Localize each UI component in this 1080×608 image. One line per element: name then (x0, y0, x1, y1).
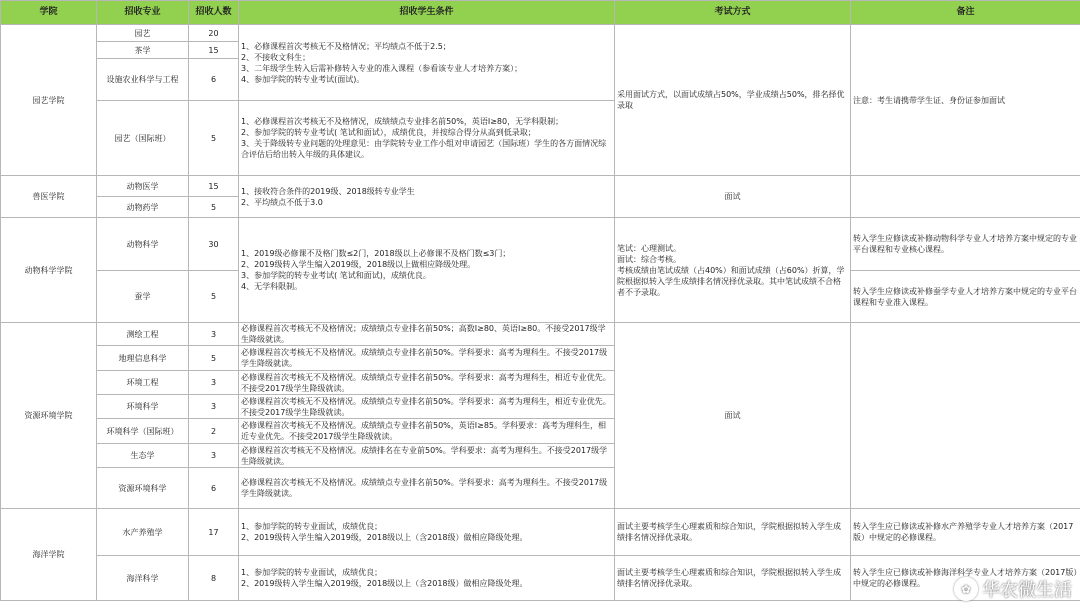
major-cell: 动物医学 (97, 176, 189, 197)
count-cell: 5 (189, 346, 239, 371)
exam-cell: 笔试：心理测试。 面试：综合考核。 考核成绩由笔试成绩（占40%）和面试成绩（占60%）折算，学院根据拟转入学生成绩排名情况择优录取。其中笔试成绩不合格者不予录取。 (615, 218, 851, 323)
college-cell: 动物科学学院 (1, 218, 97, 323)
conditions-cell: 1、参加学院的转专业面试，成绩优良； 2、2019级转入学生编入2019级，2018级以上（含2018级）做相应降级处理。 (239, 509, 615, 556)
notes-cell: 转入学生应修读或补修蚕学专业人才培养方案中规定的专业平台课程和专业准入课程。 (851, 271, 1080, 323)
count-cell: 3 (189, 323, 239, 346)
conditions-cell: 1、必修课程首次考核无不及格情况；平均绩点不低于2.5； 2、不接收文科生； 3、二年级学生转入后需补修转入专业的准入课程（参看该专业人才培养方案）； 4、参加学院的转专业考试(面试)。 (239, 25, 615, 101)
conditions-cell: 必修课程首次考核无不及格情况。成绩排名在专业前50%。学科要求：高考为理科生。不接受2017级学生降级就读。 (239, 444, 615, 468)
header-notes: 备注 (851, 1, 1080, 25)
major-cell: 水产养殖学 (97, 509, 189, 556)
major-cell: 环境工程 (97, 371, 189, 395)
notes-cell: 转入学生应修读或补修动物科学专业人才培养方案中规定的专业平台课程和专业核心课程。 (851, 218, 1080, 271)
count-cell: 2 (189, 419, 239, 444)
notes-cell: 转入学生应已修读或补修海洋科学专业人才培养方案（2017版）中规定的必修课程。 (851, 556, 1080, 601)
count-cell: 15 (189, 176, 239, 197)
header-count: 招收人数 (189, 1, 239, 25)
count-cell: 3 (189, 395, 239, 419)
conditions-cell: 必修课程首次考核无不及格情况。成绩绩点专业排名前50%，英语Ⅰ≥85。学科要求：高考为理科生，相近专业优先。不接受2017级学生降级就读。 (239, 419, 615, 444)
conditions-cell: 1、接收符合条件的2019级、2018级转专业学生 2、平均绩点不低于3.0 (239, 176, 615, 218)
table-row (1, 556, 1080, 601)
exam-cell: 面试主要考核学生心理素质和综合知识，学院根据拟转入学生成绩排名情况择优录取。 (615, 509, 851, 556)
count-cell: 6 (189, 468, 239, 509)
table-row (1, 25, 1080, 42)
header-college: 学院 (1, 1, 97, 25)
major-cell: 地理信息科学 (97, 346, 189, 371)
count-cell: 30 (189, 218, 239, 271)
conditions-cell: 必修课程首次考核无不及格情况。成绩绩点专业排名前50%。学科要求：高考为理科生。不接受2017级学生降级就读。 (239, 468, 615, 509)
conditions-cell: 必修课程首次考核无不及格情况；成绩绩点专业排名前50%；高数Ⅰ≥80、英语Ⅰ≥80。不接受2017级学生降级就读。 (239, 323, 615, 346)
major-cell: 动物科学 (97, 218, 189, 271)
notes-cell: 转入学生应已修读或补修水产养殖学专业人才培养方案（2017版）中规定的必修课程。 (851, 509, 1080, 556)
college-cell: 资源环境学院 (1, 323, 97, 509)
count-cell: 6 (189, 59, 239, 101)
table-row (1, 218, 1080, 271)
major-cell: 环境科学 (97, 395, 189, 419)
conditions-cell: 1、2019级必修课不及格门数≤2门，2018级以上必修课不及格门数≤3门； 2、2019级转入学生编入2019级，2018级以上做相应降级处理。 3、参加学院的转专业考试( 笔试和面试)，成绩优良。 4、无学科限制。 (239, 218, 615, 323)
header-conditions: 招收学生条件 (239, 1, 615, 25)
header-major: 招收专业 (97, 1, 189, 25)
exam-cell: 面试 (615, 176, 851, 218)
conditions-cell: 必修课程首次考核无不及格情况。成绩绩点专业排名前50%。学科要求：高考为理科生，相近专业优先。不接受2017级学生降级就读。 (239, 371, 615, 395)
exam-cell: 采用面试方式，以面试成绩占50%，学业成绩占50%，排名择优录取 (615, 25, 851, 176)
major-cell: 园艺 (97, 25, 189, 42)
conditions-cell: 1、参加学院的转专业面试，成绩优良； 2、2019级转入学生编入2019级，2018级以上（含2018级）做相应降级处理。 (239, 556, 615, 601)
major-cell: 海洋科学 (97, 556, 189, 601)
count-cell: 8 (189, 556, 239, 601)
college-cell: 海洋学院 (1, 509, 97, 601)
college-cell: 兽医学院 (1, 176, 97, 218)
count-cell: 15 (189, 42, 239, 59)
major-cell: 设施农业科学与工程 (97, 59, 189, 101)
count-cell: 5 (189, 101, 239, 176)
major-cell: 园艺（国际班） (97, 101, 189, 176)
header-row (1, 1, 1080, 25)
count-cell: 20 (189, 25, 239, 42)
college-cell: 园艺学院 (1, 25, 97, 176)
wechat-icon: ✿ (954, 577, 978, 601)
exam-cell: 面试主要考核学生心理素质和综合知识，学院根据拟转入学生成绩排名情况择优录取。 (615, 556, 851, 601)
count-cell: 17 (189, 509, 239, 556)
count-cell: 5 (189, 197, 239, 218)
conditions-cell: 必修课程首次考核无不及格情况。成绩绩点专业排名前50%。学科要求：高考为理科生，相近专业优先。不接受2017级学生降级就读。 (239, 395, 615, 419)
major-cell: 动物药学 (97, 197, 189, 218)
major-cell: 蚕学 (97, 271, 189, 323)
conditions-cell: 1、必修课程首次考核无不及格情况，成绩绩点专业排名前50%，英语I≥80，无学科限制； 2、参加学院的转专业考试( 笔试和面试），成绩优良，并按综合得分从高到低录取； 3、关于降级转专业问题的处理意见：由学院转专业工作小组对申请园艺（国际班）学生的各方面情况综合评估后给出转入年级的具体建议。 (239, 101, 615, 176)
exam-cell: 面试 (615, 323, 851, 509)
table-row (1, 509, 1080, 556)
major-cell: 环境科学（国际班） (97, 419, 189, 444)
header-exam: 考试方式 (615, 1, 851, 25)
table-row (1, 176, 1080, 197)
notes-cell (851, 323, 1080, 509)
table-row (1, 323, 1080, 346)
major-cell: 生态学 (97, 444, 189, 468)
count-cell: 3 (189, 371, 239, 395)
major-cell: 测绘工程 (97, 323, 189, 346)
count-cell: 3 (189, 444, 239, 468)
notes-cell (851, 176, 1080, 218)
major-cell: 茶学 (97, 42, 189, 59)
notes-cell: 注意：考生请携带学生证、身份证参加面试 (851, 25, 1080, 176)
count-cell: 5 (189, 271, 239, 323)
conditions-cell: 必修课程首次考核无不及格情况。成绩绩点专业排名前50%。学科要求：高考为理科生。不接受2017级学生降级就读。 (239, 346, 615, 371)
major-cell: 资源环境科学 (97, 468, 189, 509)
watermark-text: 华农微生活 (982, 580, 1072, 601)
